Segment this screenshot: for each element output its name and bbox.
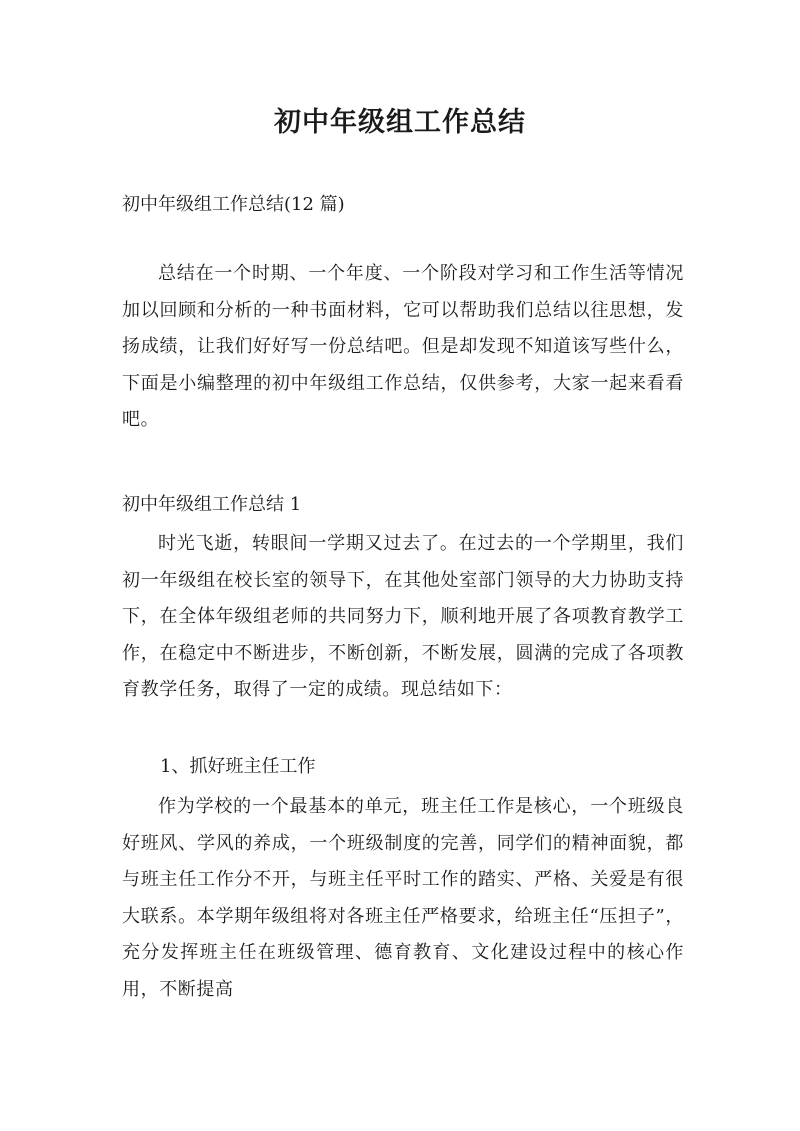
section-1-paragraph-1: 时光飞逝，转眼间一学期又过去了。在过去的一个学期里，我们初一年级组在校长室的领导下，在其他处室部门领导的大力协助支持下，在全体年级组老师的共同努力下，顺利地开展了各项教育教学工作，在稳定中不断进步，不断创新，不断发展，圆满的完成了各项教育教学任务，取得了一定的成绩。现总结如下： bbox=[122, 533, 684, 700]
section-heading-1: 初中年级组工作总结 1 bbox=[122, 494, 302, 515]
section-1-subheading-1: 1、抓好班主任工作 bbox=[160, 756, 316, 777]
section-1-paragraph-2: 作为学校的一个最基本的单元，班主任工作是核心，一个班级良好班风、学风的养成，一个班级制度的完善，同学们的精神面貌，都与班主任工作分不开，与班主任平时工作的踏实、严格、关爱是有很大联系。本学期年级组将对各班主任严格要求，给班主任“压担子”，充分发挥班主任在班级管理、德育教育、文化建设过程中的核心作用，不断提高 bbox=[122, 796, 684, 1000]
intro-paragraph: 总结在一个时期、一个年度、一个阶段对学习和工作生活等情况加以回顾和分析的一种书面材料，它可以帮助我们总结以往思想，发扬成绩，让我们好好写一份总结吧。但是却发现不知道该写些什么，下面是小编整理的初中年级组工作总结，仅供参考，大家一起来看看吧。 bbox=[122, 263, 684, 430]
document-title: 初中年级组工作总结 bbox=[274, 107, 526, 138]
document-subtitle: 初中年级组工作总结(12 篇) bbox=[122, 194, 345, 215]
